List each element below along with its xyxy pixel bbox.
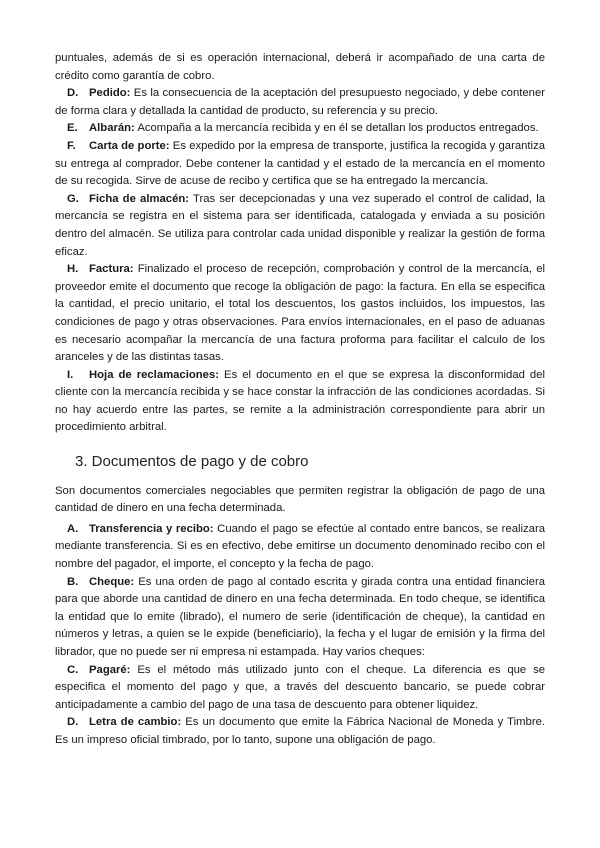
item-term: Pagaré: [89,663,131,676]
item-letter: A. [67,522,79,535]
item-term: Pedido: [89,87,131,100]
item-text: Tras ser decepcionadas y una vez superado el control de calidad, la mercancía se registra en el sistema para ser identificada, catalogada y enviada a su posición dentro del almacén. Se utiliza para controlar cada unidad disponible y realizar la gestión de forma eficaz. [55,192,546,258]
item-text: Finalizado el proceso de recepción, comprobación y control de la mercancía, el proveedor emite el documento que recoge la obligación de pago: la factura. En ella se especifica la cantidad, el precio unitario, el total los descuentos, los gastos incluidos, los impuestos, las condiciones de pago y otras observaciones. Para envíos internacionales, en el paso de aduanas es necesario acompañar la mercancía de una factura proforma para facilitar el calculo de los aranceles y de las distintas tasas. [55,263,546,364]
list-item [55,714,545,749]
item-text: Acompaña a la mercancía recibida y en él se detallan los productos entregados. [137,122,539,135]
item-letter: I. [67,368,74,381]
item-term: Transferencia y recibo: [89,522,214,535]
item-term: Ficha de almacén: [89,192,190,205]
list-item [55,120,545,138]
list-item [55,138,545,191]
item-text: Cuando el pago se efectúe al contado entre bancos, se realizara mediante transferencia. Si es en efectivo, debe emitirse un documento denominado recibo con el nombre del pagador, el importe, el concepto y la fecha de pago. [55,522,546,571]
item-term: Albarán: [89,122,135,135]
intro-continuation: puntuales, además de si es operación internacional, deberá ir acompañado de una carta de crédito como garantía de cobro. [55,52,545,82]
item-term: Hoja de reclamaciones: [89,368,219,381]
item-term: Carta de porte: [89,139,170,152]
item-letter: H. [67,263,79,276]
item-text: Es el método más utilizado junto con el cheque. La diferencia es que se especifica el momento del pago y que, a través del descuento bancario, se puede cobrar anticipadamente a cambio del pago de una tasa de descuento para obtener liquidez. [55,663,545,711]
item-text: Es la consecuencia de la aceptación del presupuesto negociado, y debe contener de forma clara y detallada la cantidad de producto, su referencia y su precio. [55,87,546,117]
item-text: Es expedido por la empresa de transporte, justifica la recogida y garantiza su entrega al comprador. Debe contener la cantidad y el estado de la mercancía en el momento de su recogida. Sirve de acuse de recibo y certifica que se ha entregado la mercancía. [55,139,545,188]
item-letter: G. [67,192,79,205]
document-list-b [55,521,545,750]
item-term: Factura: [89,263,134,276]
document-list-a [55,85,545,437]
item-letter: F. [67,139,76,152]
list-item [55,367,545,437]
item-letter: E. [67,122,78,135]
list-item [55,574,545,662]
item-letter: D. [67,716,79,729]
item-letter: D. [67,87,79,100]
list-item [55,662,545,715]
item-term: Letra de cambio: [89,716,182,729]
item-letter: C. [67,663,79,676]
section-heading: 3. Documentos de pago y de cobro [75,453,309,471]
item-term: Cheque: [89,575,135,588]
item-text: Es una orden de pago al contado escrita y girada contra una entidad financiera para que aborde una cantidad de dinero en una fecha determinada. En todo cheque, se identifica la entidad que lo emite (librado), el numero de serie (identificación de cheque), la cantidad en números y letras, a quien se le expide (beneficiario), la fecha y el lugar de emisión y la firma del librador, que no puede ser ni empresa ni estampada. Hay varios cheques: [55,575,545,658]
document-page [55,50,545,750]
list-item [55,85,545,120]
item-text: Es un documento que emite la Fábrica Nacional de Moneda y Timbre. Es un impreso oficial timbrado, por lo tanto, supone una obligación de pago. [55,716,545,746]
section-intro: Son documentos comerciales negociables que permiten registrar la obligación de pago de una cantidad de dinero en una fecha determinada. [55,484,545,515]
list-item [55,261,545,367]
list-item [55,191,545,261]
item-text: Es el documento en el que se expresa la disconformidad del cliente con la mercancía recibida y se hace constar la infracción de las condiciones acordadas. Si no hay acuerdo entre las partes, se remite a la administración correspondiente para abrir un procedimiento arbitral. [55,368,546,434]
list-item [55,521,545,574]
item-letter: B. [67,575,79,588]
